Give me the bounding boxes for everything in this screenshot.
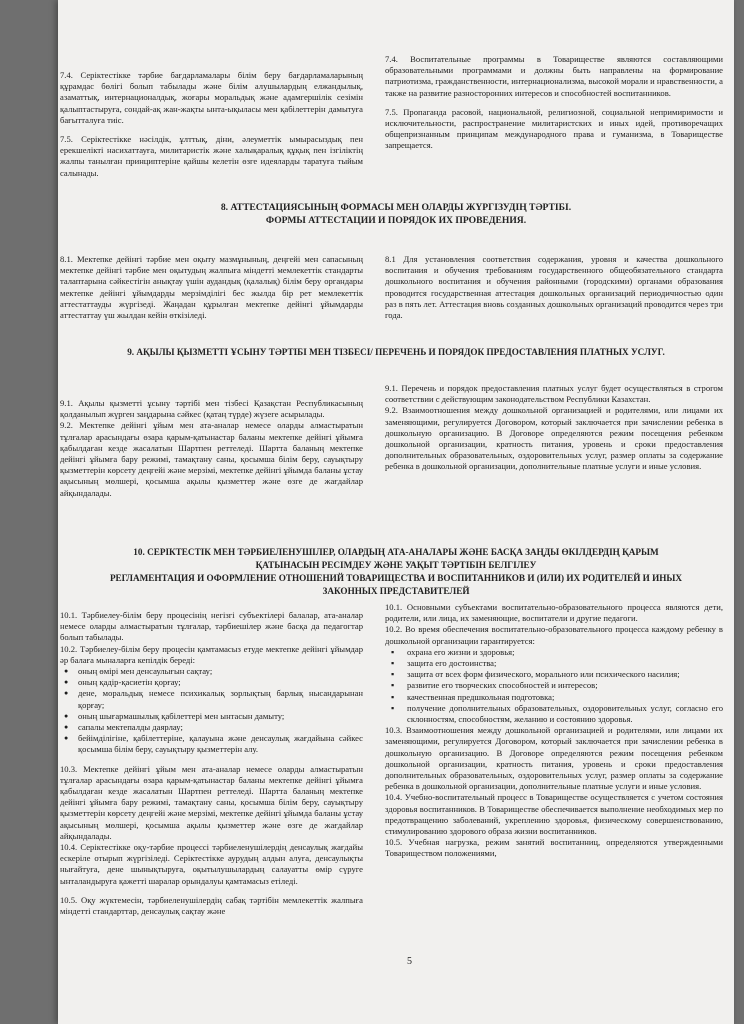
paragraph: 9.2. Взаимоотношения между дошкольной организацией и родителями, или лицами их заменяющими, регулируется Договором, который заключается при зачислении ребенка в дошкольную организацию. В Договоре определяются режим посещения ребенком дошкольной организации, кратность питания, уровень и сроки предоставления дополнительных образовательных, оздоровительных услуг, размер оплаты за содержание ребенка в дошкольной организации, дополнительные платные услуги и иные условия. [385,405,723,472]
section8-russian [385,254,723,321]
paragraph: 8.1. Мектепке дейінгі тәрбие мен оқыту мазмұнының, деңгейі мен сапасының мектепке дейінгі тәрбие мен оқытудың жалпыға міндетті мемлекеттік стандарты талаптарына сәйкестігін анықтау үшін аудандық (қалалық) білім беру органдары мектепке дейінгі ұйымдарды мерзімділігі бес жылда бір рет мемлекеттік аттестаттауды жүргізеді. Жаңадан құрылған мектепке дейінгі ұйымдарды аттестаттау үш жылдан кейін өткізіледі. [60,254,363,321]
paragraph: 10.5. Учебная нагрузка, режим занятий воспитанниц, определяются утвержденными Товариществом положениями, [385,837,723,859]
paragraph: 7.4. Воспитательные программы в Товариществе являются составляющими образовательными программами и должны быть направлены на формирование патриотизма, гражданственности, интернационализма, высокой морали и нравственности, а также на развитие разносторонних интересов и способностей воспитанников. [385,54,723,98]
paragraph: 7.4. Серіктестікке тәрбие бағдарламалары білім беру бағдарламаларының құрамдас бөлігі болып табылады және білім алушылардың елжандылық, азаматтық, интернационалдық, жоғары моральдық және адамгершілік сезімін қалыптастыруға, сондай-ақ жан-жақты ынта-ықыласы мен қабілеттерін дамытуға бағытталуға тиіс. [60,70,363,125]
section10-russian [385,602,723,860]
list-item: ● дене, моральдық немесе психикалық зорлықтың барлық нысандарынан қорғау; [78,688,363,710]
list-item: ● оның шығармашылық қабілеттері мен ынтасын дамыту; [78,711,363,722]
section9-russian [385,383,723,473]
paragraph: 10.3. Мектепке дейінгі ұйым мен ата-аналар немесе оларды алмастыратын тұлғалар арасындағы өзара қарым-қатынастар баланы мектепке дейінгі ұйымға қабылдаған кезде жасалатын Шартпен реттеледі. Шартта баланың мектепке дейінгі ұйымға бару режимі, тамақтану саны, қосымша білім беру, сауықтыру қызметтерін көрсету деңгейі және мерзімі, мектепке дейінгі ұйымда баланы ұстау ақысының мөлшері, қосымша ақылы қызметтер және өзге де жағдайлар айқындалады. [60,763,363,841]
list-item: ▪ защита от всех форм физического, морального или психического насилия; [407,669,723,680]
paragraph: 9.1. Перечень и порядок предоставления платных услуг будет осуществляться в строгом соответствии с действующим законодательством Республики Казахстан. [385,383,723,405]
paragraph: 10.4. Серіктестікке оқу-тәрбие процессі тәрбиеленушілердің денсаулық жағдайы ескеріле отырып жүргізіледі. Серіктестікке аурудың алдын алуға, денсаулықты нығайтуға, дене шынықтыруға, оқытылушылардың салауатты өмір сүруге ынталандыруға қажетті шаралар орындалуы қамтамасыз етіледі. [60,842,363,886]
section8-kazakh [60,254,363,321]
list-item: ● оның қадір-қасиетін қорғау; [78,677,363,688]
section10-heading-line2: ҚАТЫНАСЫН РЕСІМДЕУ ЖӘНЕ УАҚЫТ ТӘРТІБІН БЕЛГІЛЕУ [255,560,537,570]
paragraph: 10.2. Тәрбиелеу-білім беру процесін қамтамасыз етуде мектепке дейінгі ұйымдар әр балаға мыналарға кепілдік береді: [60,643,363,665]
guarantee-list [385,647,723,725]
document-page [58,0,734,1024]
section10-heading-line1: 10. СЕРІКТЕСТІК МЕН ТӘРБИЕЛЕНУШІЛЕР, ОЛАРДЫҢ АТА-АНАЛАРЫ ЖӘНЕ БАСҚА ЗАҢДЫ ӨКІЛДЕРДІҢ ҚАРЫМ [133,547,659,557]
paragraph: 10.1. Тәрбиелеу-білім беру процесінің негізгі субъектілері балалар, ата-аналар немесе оларды алмастыратын тұлғалар, тәрбиешілер және басқа да педагогтар болып табылады. [60,610,363,643]
section10-heading-line3: РЕГЛАМЕНТАЦИЯ И ОФОРМЛЕНИЕ ОТНОШЕНИЙ ТОВАРИЩЕСТВА И ВОСПИТАННИКОВ И (ИЛИ) ИХ РОДИТЕЛЕЙ И ИНЫХ [109,573,683,583]
list-item: ● сапалы мектепалды даярлау; [78,722,363,733]
list-item: ▪ качественная предшкольная подготовка; [407,692,723,703]
section8-heading-russian: ФОРМЫ АТТЕСТАЦИИ И ПОРЯДОК ИХ ПРОВЕДЕНИЯ. [265,215,527,226]
paragraph: 9.1. Ақылы қызметті ұсыну тәртібі мен тізбесі Қазақстан Республикасының қолданылып жүрген заңдарына сәйкес (қатаң түрде) жүзеге асырылады. [60,398,363,420]
section7-russian [385,54,723,152]
section10-kazakh [60,610,363,917]
list-item: ▪ развитие его творческих способностей и интересов; [407,680,723,691]
guarantee-list [60,666,363,756]
section7-kazakh [60,70,363,179]
paragraph: 7.5. Серіктестікке нәсілдік, ұлттық, діни, әлеуметтік ымырасыздық пен ерекшелікті насихаттауға, милитаристік және халықаралық құқық пен ізгіліктің жалпы танылған принциптеріне қайшы келетін өзге идеяларды таратуға тыйым салынады. [60,134,363,178]
paragraph: 10.4. Учебно-воспитательный процесс в Товариществе осуществляется с учетом состояния здоровья воспитанников. В Товариществе обеспечивается выполнение необходимых мер по предотвращению заболеваний, укреплению здоровья, физическому совершенствованию, стимулированию здорового образа жизни воспитанников. [385,792,723,837]
section9-heading: 9. АҚЫЛЫ ҚЫЗМЕТТІ ҰСЫНУ ТӘРТІБІ МЕН ТІЗБЕСІ/ ПЕРЕЧЕНЬ И ПОРЯДОК ПРЕДОСТАВЛЕНИЯ ПЛАТНЫХ УСЛУГ. [127,347,665,357]
paragraph: 7.5. Пропаганда расовой, национальной, религиозной, социальной непримиримости и исключительности, распространение милитаристских и иных идей, противоречащих общепризнанным принципам международного права и гуманизма, в Товариществе запрещается. [385,106,723,151]
paragraph: 10.2. Во время обеспечения воспитательно-образовательного процесса каждому ребенку в дошкольной организации гарантируется: [385,624,723,646]
paragraph: 10.3. Взаимоотношения между дошкольной организацией и родителями, или лицами их заменяющими, регулируется Договором, который заключается при зачислении ребенка в дошкольную организацию. В Договоре определяются режим посещения ребенком дошкольной организации, кратность питания, уровень и сроки предоставления дополнительных образовательных, оздоровительных услуг, размер оплаты за содержание ребенка в дошкольной организации, дополнительные платные услуги и иные условия. [385,725,723,792]
list-item: ▪ защита его достоинства; [407,658,723,669]
list-item: ● бейімділігіне, қабілеттеріне, қалауына және денсаулық жағдайына сәйкес қосымша білім беру, сауықтыру қызметтерін алу. [78,733,363,755]
paragraph: 10.5. Оқу жүктемесін, тәрбиеленушілердің сабақ тәртібін мемлекеттік жалпыға міндетті стандарттар, денсаулық сақтау және [60,894,363,917]
paragraph: 10.1. Основными субъектами воспитательно-образовательного процесса являются дети, родители, или лица, их заменяющие, воспитатели и другие педагоги. [385,602,723,624]
section8-heading-kazakh: 8. АТТЕСТАЦИЯСЫНЫҢ ФОРМАСЫ МЕН ОЛАРДЫ ЖҮРГІЗУДІҢ ТӘРТІБІ. [220,202,572,213]
paragraph: 9.2. Мектепке дейінгі ұйым мен ата-аналар немесе оларды алмастыратын тұлғалар арасындағы өзара қарым-қатынастар баланы мектепке дейінгі ұйымға қабылдаған кезде жасалатын Шартпен реттеледі. Шартта баланың мектепке дейінгі ұйымға бару режимі, тамақтану саны, қосымша білім беру, сауықтыру қызметтерін көрсету деңгейі және мерзімі, мектепке дейінгі ұйымда баланы ұстау ақысының мөлшері, қосымша ақылы қызметтер және өзге де жағдайлар айқындалады. [60,420,363,498]
list-item: ● оның өмірі мен денсаулығын сақтау; [78,666,363,677]
section9-kazakh [60,398,363,499]
paragraph: 8.1 Для установления соответствия содержания, уровня и качества дошкольного воспитания и обучения требованиям государственного общеобязательного стандарта дошкольного воспитания и обучения районными (городскими) органами образования проводится государственная аттестация дошкольных организаций периодичностью один раз в пять лет. Аттестация вновь созданных дошкольных организаций проводится через три года. [385,254,723,321]
page-number: 5 [407,956,412,967]
list-item: ▪ охрана его жизни и здоровья; [407,647,723,658]
list-item: ▪ получение дополнительных образовательных, оздоровительных услуг, согласно его склонностям, способностям, желанию и состоянию здоровья. [407,703,723,725]
section10-heading-line4: ЗАКОННЫХ ПРЕДСТАВИТЕЛЕЙ [322,586,470,596]
